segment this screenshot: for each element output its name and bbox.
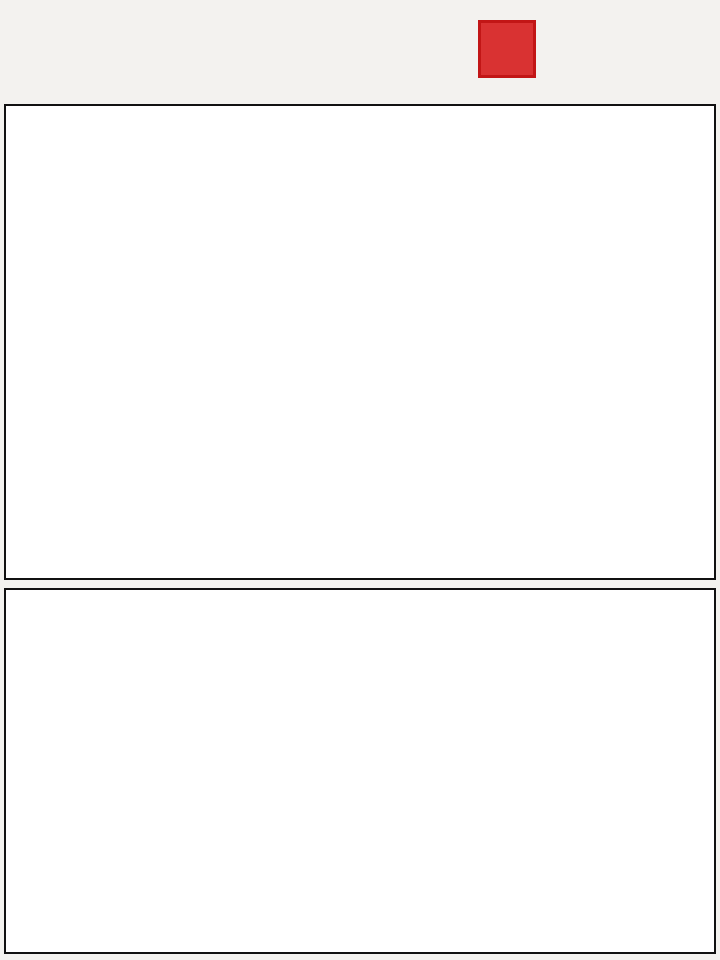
duong-so-line	[12, 10, 16, 26]
tu-tru-chart	[4, 104, 716, 580]
seal-stamp-icon	[478, 20, 536, 78]
brand-logo	[478, 8, 706, 78]
gioi-tinh-line	[12, 30, 22, 46]
luu-nien-table	[4, 588, 716, 954]
header	[0, 0, 720, 104]
